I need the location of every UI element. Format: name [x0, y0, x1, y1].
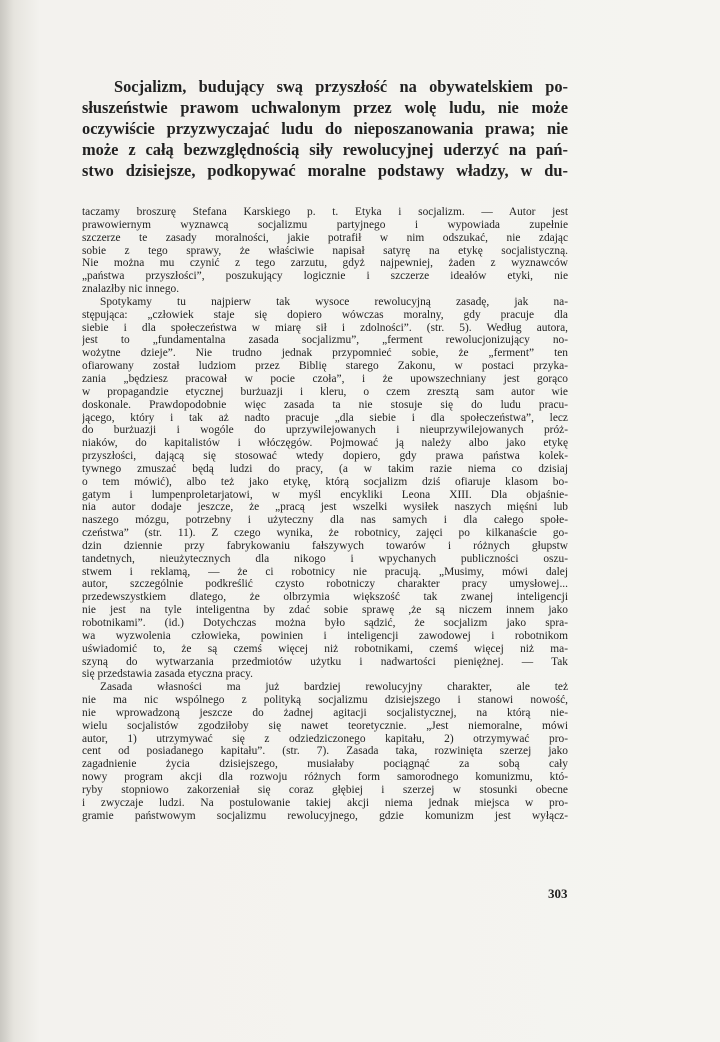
footnote-line: w propagandzie etycznej burżuazji i kleru, o czem zresztą sam autor wie [82, 385, 568, 398]
main-paragraph [82, 76, 568, 181]
footnote-line: do burżuazji i wogóle do uprzywilejowanych i nieuprzywilejowanych próż- [82, 424, 568, 437]
footnote-line: czeństwa” (str. 11). Z czego wynika, że robotnicy, zajęci po kilkanaście go- [82, 527, 568, 540]
main-line: Socjalizm, budujący swą przyszłość na obywatelskiem po- [114, 77, 568, 96]
footnote-line: uświadomić to, że są czemś więcej niż robotnikami, czemś więcej niż ma- [82, 642, 568, 655]
footnote-line: ryby stopniowo zakorzeniał się coraz głębiej i szerzej w stosunki obecne [82, 783, 568, 796]
footnote-line: cent od posiadanego kapitału”. (str. 7). Zasada taka, rozwinięta szerzej jako [82, 745, 568, 758]
footnote-line: Spotykamy tu najpierw tak wysoce rewolucyjną zasadę, jak na- [100, 295, 568, 308]
footnote-line: naszego mózgu, potrzebny i użyteczny dla nas samych i dla całego społe- [82, 514, 568, 527]
footnote-line: zagadnienie życia dzisiejszego, musiałaby pociągnąć za sobą cały [82, 758, 568, 771]
footnote-line: nie wprowadzoną jeszcze do żadnej agitacji socjalistycznej, na którą nie- [82, 706, 568, 719]
footnote-line: siebie i dla społeczeństwa w miarę sił i zdolności”. (str. 5). Według autora, [82, 321, 568, 334]
footnote-line: wielu socjalistów zgodziłoby się nawet teoretycznie. „Jest niemoralne, mówi [82, 719, 568, 732]
footnote-line: doskonale. Prawdopodobnie więc zasada ta nie stosuje się do ludu pracu- [82, 398, 568, 411]
footnote-line: „państwa przyszłości”, poszukujący logicznie i szczerze ideałów etyki, nie [82, 270, 568, 283]
footnote-line: dzin dziennie przy fabrykowaniu fałszywych towarów i różnych głupstw [82, 539, 568, 552]
footnote-line: gatym i lumpenproletarjatowi, w myśl encykliki Leona XIII. Dla objaśnie- [82, 488, 568, 501]
footnote-line: autor, 1) utrzymywać się z odziedziczonego kapitału, 2) otrzymywać pro- [82, 732, 568, 745]
footnote-line: ofiarowany został ludziom przez Biblię starego Zakonu, w postaci przyka- [82, 360, 568, 373]
footnote-line: stępująca: „człowiek staje się dopiero wówczas moralny, gdy pracuje dla [82, 308, 568, 321]
footnote-line: gramie państwowym socjalizmu rewolucyjnego, gdzie komunizm jest wyłącz- [82, 809, 568, 822]
page-number: 303 [548, 886, 568, 901]
footnote-line: Nie można mu czynić z tego zarzutu, gdyż najpewniej, żaden z wyznawców [82, 257, 568, 270]
footnote-line: przyszłości, dającą się stosować wtedy dopiero, gdy prawa państwa kolek- [82, 450, 568, 463]
footnote-line: tywnego zmuszać będą ludzi do pracy, (a w takim razie niema co dzisiaj [82, 462, 568, 475]
footnote-line: stwem i reklamą, — że ci robotnicy nie pracują. „Musimy, mówi dalej [82, 565, 568, 578]
main-line: może z całą bezwzględnością siły rewolucyjnej uderzyć na pań- [82, 140, 568, 159]
main-line: oczywiście przyzwyczajać ludu do nieposzanowania prawa; nie [82, 119, 568, 138]
footnote-line: nia autor dodaje jeszcze, że „pracą jest wszelki wysiłek naszych mięśni lub [82, 501, 568, 514]
footnote-line: Zasada własności ma już bardziej rewolucyjny charakter, ale też [100, 681, 568, 694]
footnote-line: niaków, do kapitalistów i włóczęgów. Pojmować ją należy albo jako etykę [82, 437, 568, 450]
footnote-block [82, 206, 568, 823]
footnote-line: zania „będziesz pracował w pocie czoła”, i że upowszechniany jest gorąco [82, 372, 568, 385]
footnote-line: robotnikami”. (id.) Dotychczas można było sądzić, że socjalizm jako spra- [82, 617, 568, 629]
footnote-line: autor, szczególnie podkreślić czysto robotniczy charakter pracy umysłowej... [82, 578, 568, 591]
footnote-line: wożytne dzieje”. Nie trudno jednak przypomnieć sobie, że „ferment” ten [82, 347, 568, 360]
footnote-line: sobie z tego sprawy, że właściwie napisał satyrę na etykę socjalistyczną. [82, 244, 568, 257]
footnote-line: tandetnych, nieużytecznych dla nikogo i wpychanych publiczności oszu- [82, 552, 568, 565]
footnote-line: nowy program akcji dla rozwoju różnych form samorodnego komunizmu, któ- [82, 771, 568, 784]
footnote-line: przedewszystkiem dlatego, że olbrzymia większość tak zwanej inteligencji [82, 591, 568, 604]
main-line: stwo dzisiejsze, podkopywać moralne podstawy władzy, w du- [82, 161, 568, 180]
footnote-line: znalazłby nic innego. [82, 283, 180, 296]
footnote-line: i zwyczaje ludzi. Na postulowanie takiej akcji niema jednak miejsca w pro- [82, 796, 568, 809]
footnote-line: prawowiernym wyznawcą socjalizmu partyjnego i wypowiada zupełnie [82, 218, 568, 231]
footnote-line: szyną do wytwarzania przedmiotów użytku i nadwartości pieniężnej. — Tak [82, 655, 568, 668]
footnote-line: o tem mówić), albo też jako etykę, którą socjalizm dziś ofiaruje klasom bo- [82, 475, 568, 488]
footnote-line: szczerze te zasady moralności, jakie potrafił w nim odszukać, nie zdając [82, 231, 568, 244]
footnote-line: jest to „fundamentalna zasada socjalizmu”, „ferment rewolucjonizujący no- [82, 334, 568, 347]
footnote-line: nie jest na tyle inteligentna by zdać sobie sprawę ,że są niczem innem jako [82, 604, 568, 617]
footnote-line: nie ma nic wspólnego z polityką socjalizmu dzisiejszego i stanowi nowość, [82, 694, 568, 707]
footnote-line: taczamy broszurę Stefana Karskiego p. t. Etyka i socjalizm. — Autor jest [82, 206, 568, 218]
main-line: słuszeństwie prawom uchwalonym przez wolę ludu, nie może [82, 98, 568, 117]
footnote-line: się przedstawia zasada etyczna pracy. [82, 668, 253, 681]
footnote-line: jącego, który i tak aż nadto pracuje „dla siebie i dla społeczeństwa”, lecz [82, 411, 568, 424]
footnote-line: wa wyzwolenia człowieka, powinien i inteligencji zawodowej i robotnikom [82, 629, 568, 642]
